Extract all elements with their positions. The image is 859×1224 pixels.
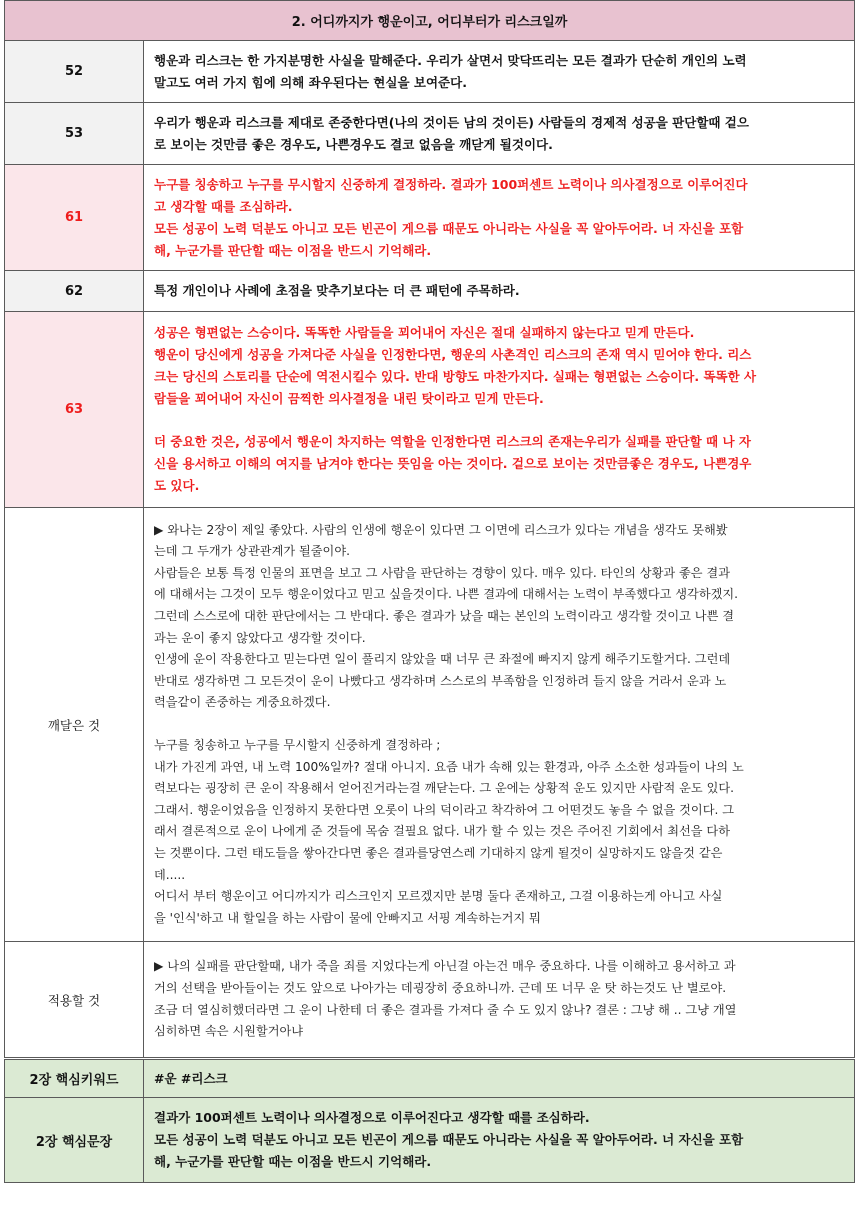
apply-text: ▶ 나의 실패를 판단할때, 내가 죽을 죄를 지었다는게 아닌걸 아는건 매우 중요하다. 나를 이해하고 용서하고 과 거의 선택을 받아들이는 것도 앞으로 나아가는 데굉장히 중요하니까. 근데 또 너무 운 탓 하는것도 난 별로야. 조금 더 열심히했더라면 그 운이 나한테 더 좋은 결과를 가져다 줄 수 도 있지 않나? 결론 : 그냥 해 .. 그냥 개열 심히하면 속은 시원할거아냐 xyxy=(144,942,855,1059)
realized-label: 깨달은 것 xyxy=(5,508,144,942)
quote-text-highlight: 누구를 칭송하고 누구를 무시할지 신중하게 결정하라. 결과가 100퍼센트 노력이나 의사결정으로 이루어진다 고 생각할 때를 조심하라. 모든 성공이 노력 덕분도 아니고 모든 빈곤이 게으름 때문도 아니라는 사실을 꼭 알아두어라. 너 자신을 포함 해, 누군가를 판단할 때는 이점을 반드시 기억해라. xyxy=(144,165,855,271)
table-row xyxy=(5,41,855,103)
quote-text: 특정 개인이나 사례에 초점을 맞추기보다는 더 큰 패턴에 주목하라. xyxy=(144,271,855,312)
table-row xyxy=(5,165,855,271)
table-row xyxy=(5,312,855,508)
row-number: 53 xyxy=(5,103,144,165)
row-number: 63 xyxy=(5,312,144,508)
notes-table xyxy=(4,0,855,1183)
row-number: 62 xyxy=(5,271,144,312)
row-number: 61 xyxy=(5,165,144,271)
table-row xyxy=(5,942,855,1059)
keyword-label: 2장 핵심키워드 xyxy=(5,1059,144,1098)
core-sentence-label: 2장 핵심문장 xyxy=(5,1098,144,1183)
keyword-value: #운 #리스크 xyxy=(144,1059,855,1098)
quote-text: 행운과 리스크는 한 가지분명한 사실을 말해준다. 우리가 살면서 맞닥뜨리는 모든 결과가 단순히 개인의 노력 말고도 여러 가지 힘에 의해 좌우된다는 현실을 보여준다. xyxy=(144,41,855,103)
table-row xyxy=(5,1059,855,1098)
quote-text: 우리가 행운과 리스크를 제대로 존중한다면(나의 것이든 남의 것이든) 사람들의 경제적 성공을 판단할때 겉으 로 보이는 것만큼 좋은 경우도, 나쁜경우도 결코 없음을 깨닫게 될것이다. xyxy=(144,103,855,165)
table-row xyxy=(5,1098,855,1183)
realized-text: ▶ 와나는 2장이 제일 좋았다. 사람의 인생에 행운이 있다면 그 이면에 리스크가 있다는 개념을 생각도 못해봤 는데 그 두개가 상관관계가 될줄이야. 사람들은 보통 특정 인물의 표면을 보고 그 사람을 판단하는 경향이 있다. 매우 있다. 타인의 상황과 좋은 결과 에 대해서는 그것이 모두 행운이었다고 믿고 싶을것이다. 나쁜 결과에 대해서는 노력이 부족했다고 생각하겠지. 그런데 스스로에 대한 판단에서는 그 반대다. 좋은 결과가 났을 때는 본인의 노력이라고 생각할 것이고 나쁜 결 과는 운이 좋지 않았다고 생각할 것이다. 인생에 운이 작용한다고 믿는다면 일이 풀리지 않았을 때 너무 큰 좌절에 빠지지 않게 해주기도할거다. 그런데 반대로 생각하면 그 모든것이 운이 나빴다고 생각하며 스스로의 부족함을 인정하려 들지 않을 거라서 운과 노 력을같이 존중하는 게중요하겠다. 누구를 칭송하고 누구를 무시할지 신중하게 결정하라 ; 내가 가진게 과연, 내 노력 100%일까? 절대 아니지. 요즘 내가 속해 있는 환경과, 아주 소소한 성과들이 나의 노 력보다는 굉장히 큰 운이 작용해서 얻어진거라는걸 깨닫는다. 그 운에는 상황적 운도 있지만 사람적 운도 있다. 그래서. 행운이었음을 인정하지 못한다면 오롯이 나의 덕이라고 착각하여 그 어떤것도 놓을 수 없을 것이다. 그 래서 결론적으로 운이 나에게 준 것들에 목숨 걸필요 없다. 내가 할 수 있는 것은 주어진 기회에서 최선을 다하 는 것뿐이다. 그런 태도들을 쌓아간다면 좋은 결과를당연스레 기대하지 않게 될것이 실망하지도 않을것 같은 데..... 어디서 부터 행운이고 어디까지가 리스크인지 모르겠지만 분명 둘다 존재하고, 그걸 이용하는게 아니고 사실 을 '인식'하고 내 할일을 하는 사람이 물에 안빠지고 서핑 계속하는거지 뭐 xyxy=(144,508,855,942)
table-row xyxy=(5,271,855,312)
row-number: 52 xyxy=(5,41,144,103)
apply-label: 적용할 것 xyxy=(5,942,144,1059)
quote-text-highlight: 성공은 형편없는 스승이다. 똑똑한 사람들을 꾀어내어 자신은 절대 실패하지 않는다고 믿게 만든다. 행운이 당신에게 성공을 가져다준 사실을 인정한다면, 행운의 사촌격인 리스크의 존재 역시 믿어야 한다. 리스 크는 당신의 스토리를 단순에 역전시킬수 있다. 반대 방향도 마찬가지다. 실패는 형편없는 스승이다. 똑똑한 사 람들을 꾀어내어 자신이 끔찍한 의사결정을 내린 탓이라고 믿게 만든다. 더 중요한 것은, 성공에서 행운이 차지하는 역할을 인정한다면 리스크의 존재는우리가 실패를 판단할 때 나 자 신을 용서하고 이해의 여지를 남겨야 한다는 뜻임을 아는 것이다. 겉으로 보이는 것만큼좋은 경우도, 나쁜경우 도 있다. xyxy=(144,312,855,508)
table-row xyxy=(5,103,855,165)
core-sentence-text: 결과가 100퍼센트 노력이나 의사결정으로 이루어진다고 생각할 때를 조심하라. 모든 성공이 노력 덕분도 아니고 모든 빈곤이 게으름 때문도 아니라는 사실을 꼭 알아두어라. 너 자신을 포함 해, 누군가를 판단할 때는 이점을 반드시 기억해라. xyxy=(144,1098,855,1183)
chapter-title: 2. 어디까지가 행운이고, 어디부터가 리스크일까 xyxy=(5,1,855,41)
table-row xyxy=(5,508,855,942)
